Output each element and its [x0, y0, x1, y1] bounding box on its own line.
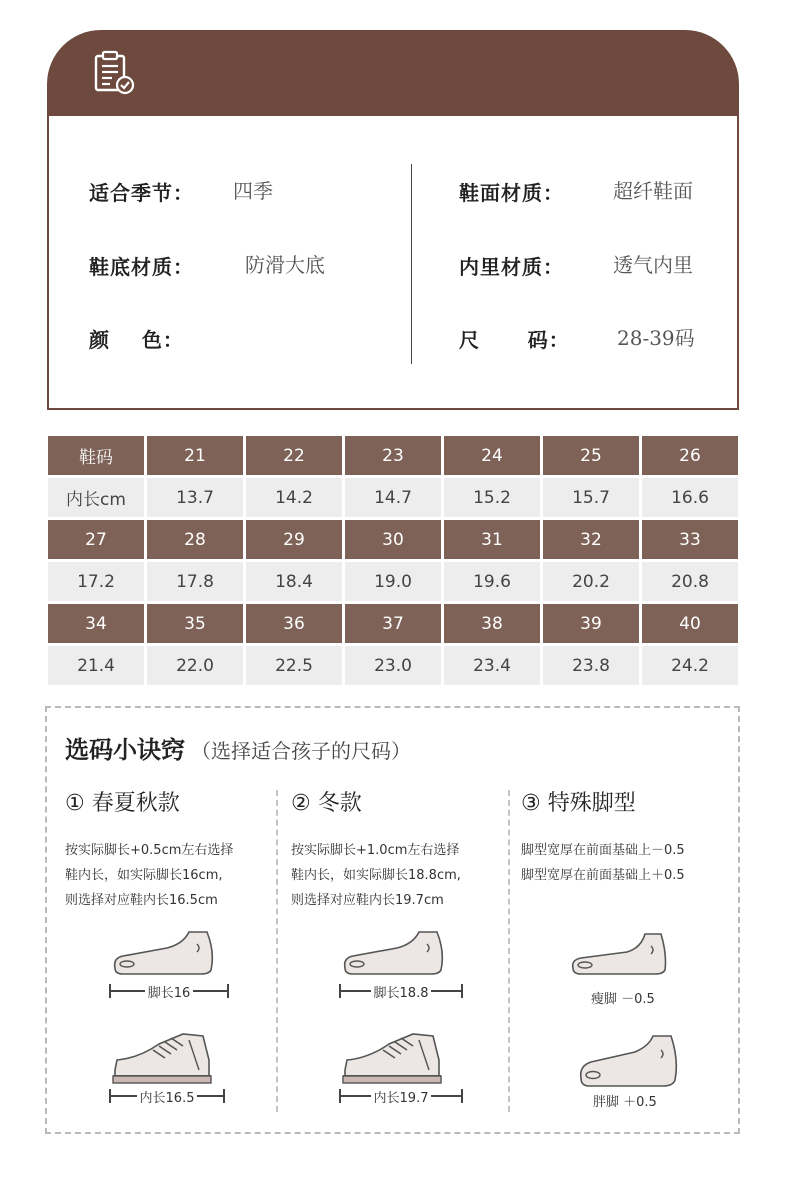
- tips-col-winter: [291, 786, 503, 1116]
- size-cell: 28: [147, 520, 243, 559]
- col2-heading: ② 冬款: [291, 791, 362, 816]
- col1-shoe-label: 内长16.5: [139, 1090, 195, 1106]
- size-cell: 21: [147, 436, 243, 475]
- tips-subtitle: （选择适合孩子的尺码）: [191, 739, 411, 763]
- col1-foot-label: 脚长16: [147, 985, 191, 1001]
- size-cell: 24: [444, 436, 540, 475]
- tips-title: [65, 730, 411, 765]
- length-row-3: [48, 646, 738, 685]
- spec-season-label: 适合季节：: [89, 180, 194, 205]
- spec-sole: [89, 250, 325, 280]
- size-cell: 29: [246, 520, 342, 559]
- col2-shoe-label: 内长19.7: [373, 1090, 429, 1106]
- spec-size: [459, 323, 695, 353]
- col2-foot-label: 脚长18.8: [373, 985, 429, 1001]
- col2-text: 按实际脚长+1.0cm左右选择 鞋内长，如实际脚长18.8cm, 则选择对应鞋内长19.7cm: [291, 843, 461, 908]
- size-cell: 34: [48, 604, 144, 643]
- size-table: [45, 433, 741, 688]
- length-cell: 18.4: [246, 562, 342, 601]
- col3-heading: ③ 特殊脚型: [521, 791, 636, 816]
- size-cell: 27: [48, 520, 144, 559]
- size-cell: 30: [345, 520, 441, 559]
- thin-foot-icon: [567, 930, 671, 978]
- length-cell: 24.2: [642, 646, 738, 685]
- wide-foot-icon: [575, 1034, 679, 1090]
- spec-lining: [459, 250, 693, 280]
- size-header-label: 鞋码: [48, 436, 144, 475]
- size-row-1: [48, 436, 738, 475]
- size-cell: 38: [444, 604, 540, 643]
- col3-text: 脚型宽厚在前面基础上－0.5 脚型宽厚在前面基础上＋0.5: [521, 843, 685, 883]
- spec-upper: [459, 176, 693, 206]
- spec-sole-value: 防滑大底: [245, 253, 325, 277]
- length-cell: 21.4: [48, 646, 144, 685]
- length-cell: 20.8: [642, 562, 738, 601]
- size-cell: 25: [543, 436, 639, 475]
- spec-size-label: 尺 码：: [459, 327, 570, 352]
- length-cell: 14.2: [246, 478, 342, 517]
- tips-col-special-feet: [521, 786, 731, 1116]
- shoe-length-measure: [109, 1089, 225, 1106]
- length-cell: 23.0: [345, 646, 441, 685]
- foot-length-measure: [109, 984, 229, 1001]
- length-cell: 23.8: [543, 646, 639, 685]
- length-header-label: 内长cm: [48, 478, 144, 517]
- col1-text: 按实际脚长+0.5cm左右选择 鞋内长，如实际脚长16cm, 则选择对应鞋内长16.5cm: [65, 843, 234, 908]
- size-cell: 31: [444, 520, 540, 559]
- length-cell: 20.2: [543, 562, 639, 601]
- size-cell: 26: [642, 436, 738, 475]
- spec-card: [47, 30, 739, 410]
- col1-heading: ① 春夏秋款: [65, 791, 180, 816]
- spec-divider: [411, 164, 412, 364]
- sneaker-icon: [339, 1030, 445, 1088]
- size-tips-box: [45, 706, 740, 1134]
- size-row-3: [48, 604, 738, 643]
- foot-icon: [109, 926, 219, 978]
- size-cell: 23: [345, 436, 441, 475]
- spec-season: [89, 176, 273, 206]
- length-cell: 15.2: [444, 478, 540, 517]
- spec-size-value: 28-39码: [617, 326, 695, 350]
- length-cell: 22.5: [246, 646, 342, 685]
- size-cell: 36: [246, 604, 342, 643]
- tips-col-spring-summer-autumn: [65, 786, 270, 1116]
- col3-thin-label: 瘦脚 －0.5: [591, 992, 655, 1007]
- size-cell: 37: [345, 604, 441, 643]
- length-cell: 14.7: [345, 478, 441, 517]
- sneaker-icon: [109, 1030, 215, 1088]
- spec-header: [47, 30, 739, 116]
- length-cell: 16.6: [642, 478, 738, 517]
- tips-title-text: 选码小诀窍: [65, 736, 185, 764]
- spec-color-label: 颜 色：: [89, 327, 184, 352]
- tips-separator: [276, 790, 278, 1112]
- length-cell: 17.8: [147, 562, 243, 601]
- shoe-length-measure: [339, 1089, 463, 1106]
- length-cell: 19.6: [444, 562, 540, 601]
- spec-lining-value: 透气内里: [613, 253, 693, 277]
- foot-length-measure: [339, 984, 463, 1001]
- spec-sole-label: 鞋底材质：: [89, 254, 194, 279]
- size-cell: 40: [642, 604, 738, 643]
- length-cell: 13.7: [147, 478, 243, 517]
- spec-color: [89, 323, 184, 353]
- spec-upper-value: 超纤鞋面: [613, 179, 693, 203]
- size-cell: 39: [543, 604, 639, 643]
- size-cell: 33: [642, 520, 738, 559]
- spec-body: [47, 116, 739, 410]
- length-cell: 22.0: [147, 646, 243, 685]
- clipboard-check-icon: [93, 50, 137, 96]
- length-cell: 23.4: [444, 646, 540, 685]
- spec-season-value: 四季: [233, 179, 273, 203]
- size-row-2: [48, 520, 738, 559]
- size-cell: 22: [246, 436, 342, 475]
- spec-lining-label: 内里材质：: [459, 254, 564, 279]
- col3-fat-label: 胖脚 ＋0.5: [593, 1095, 657, 1110]
- size-cell: 35: [147, 604, 243, 643]
- length-cell: 19.0: [345, 562, 441, 601]
- tips-separator: [508, 790, 510, 1112]
- length-cell: 15.7: [543, 478, 639, 517]
- spec-upper-label: 鞋面材质：: [459, 180, 564, 205]
- length-cell: 17.2: [48, 562, 144, 601]
- length-row-2: [48, 562, 738, 601]
- foot-icon: [339, 926, 449, 978]
- length-row-1: [48, 478, 738, 517]
- size-cell: 32: [543, 520, 639, 559]
